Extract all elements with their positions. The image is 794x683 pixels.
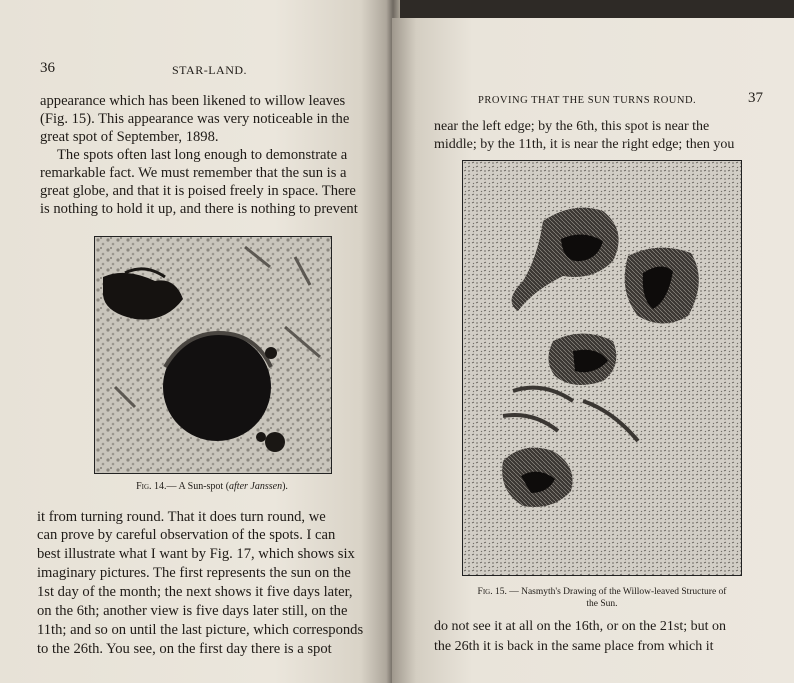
figure-14-caption-label: Fig. 14. xyxy=(136,481,167,492)
figure-15-caption xyxy=(432,586,772,610)
figure-15-caption-line2: the Sun. xyxy=(586,599,618,609)
figure-15-caption-label: Fig. 15. xyxy=(477,587,507,597)
left-text-line: it from turning round. That it does turn round, we xyxy=(37,509,326,525)
right-text-line: do not see it at all on the 16th, or on the 21st; but on xyxy=(434,619,727,634)
left-text-line: on the 6th; another view is five days later still, on the xyxy=(37,603,348,619)
left-running-head: STAR-LAND. xyxy=(172,63,248,77)
left-text-line: best illustrate what I want by Fig. 17, which shows six xyxy=(37,546,355,562)
left-text-line: great spot of September, 1898. xyxy=(40,129,219,145)
left-text-line: The spots often last long enough to demonstrate a xyxy=(57,147,348,163)
left-text-line: great globe, and that it is poised freely in space. There xyxy=(40,183,356,199)
right-text-line: near the left edge; by the 6th, this spot is near the xyxy=(434,119,710,134)
figure-14-caption-text: — A Sun-spot ( xyxy=(166,481,230,492)
left-text-line: imaginary pictures. The first represents the sun on the xyxy=(37,565,351,581)
right-text-line: the 26th it is back in the same place from which it xyxy=(434,639,714,654)
right-text-line: middle; by the 11th, it is near the right edge; then you xyxy=(434,137,735,152)
right-running-head: PROVING THAT THE SUN TURNS ROUND. xyxy=(478,95,697,106)
figure-14-caption-end: ). xyxy=(282,481,288,492)
figure-14-caption-italic: after Janssen xyxy=(229,481,283,492)
left-text-line: 1st day of the month; the next shows it five days later, xyxy=(37,584,353,600)
figure-14-sunspot-image xyxy=(94,236,332,474)
right-page-number: 37 xyxy=(748,90,763,106)
left-text-line: (Fig. 15). This appearance was very noticeable in the xyxy=(40,111,350,127)
figure-15-nasmyth-drawing xyxy=(462,160,742,576)
figure-15-caption-line1: — Nasmyth's Drawing of the Willow-leaved Structure of xyxy=(509,587,727,597)
left-text-line: appearance which has been likened to willow leaves xyxy=(40,93,346,109)
left-page xyxy=(0,0,392,683)
figure-14-caption xyxy=(94,481,330,492)
left-page-number: 36 xyxy=(40,60,55,76)
left-text-line: to the 26th. You see, on the first day there is a spot xyxy=(37,641,332,657)
left-text-line: can prove by careful observation of the spots. I can xyxy=(37,527,336,543)
right-page xyxy=(392,18,794,683)
left-text-line: remarkable fact. We must remember that the sun is a xyxy=(40,165,347,181)
left-text-line: is nothing to hold it up, and there is nothing to prevent xyxy=(40,201,358,217)
left-text-line: 11th; and so on until the last picture, which corresponds xyxy=(37,622,364,638)
